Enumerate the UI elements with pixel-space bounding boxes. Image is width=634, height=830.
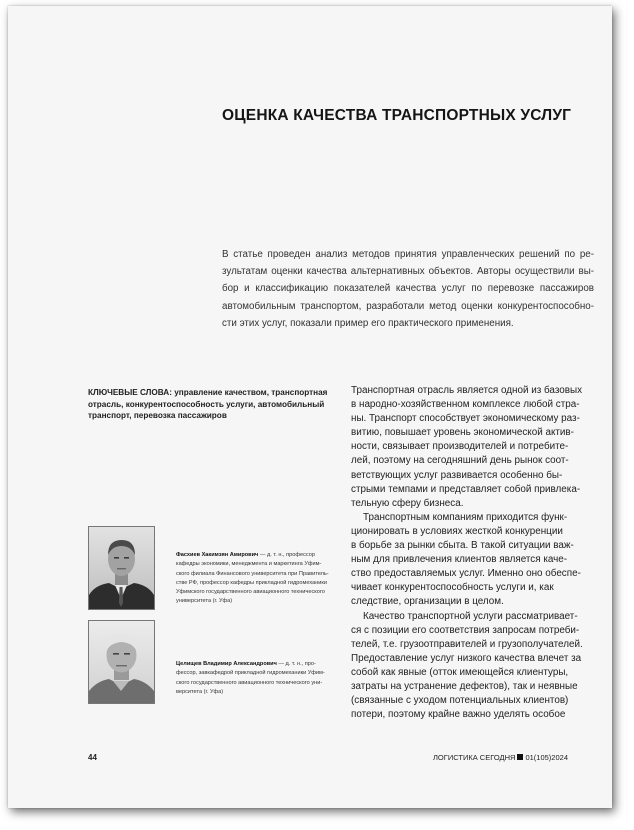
body-line: ся с позиции его соответствия запросам потреби- bbox=[351, 624, 580, 636]
body-line: следствие, организации в целом. bbox=[351, 596, 504, 608]
body-line: Транспортным компаниям приходится функ- bbox=[363, 511, 568, 523]
author-info-line: — д. т. н., профессор bbox=[258, 552, 315, 558]
body-line: телей, т.е. грузоотправителей и грузополучателей. bbox=[351, 638, 583, 650]
journal-name: ЛОГИСТИКА СЕГОДНЯ bbox=[433, 753, 516, 762]
article-title: ОЦЕНКА КАЧЕСТВА ТРАНСПОРТНЫХ УСЛУГ bbox=[222, 107, 572, 124]
abstract-line: бор и классификацию показателей качества услуг по перевозке пассажиров bbox=[222, 283, 594, 295]
keywords bbox=[88, 387, 332, 422]
body-text bbox=[351, 384, 601, 722]
body-line: стрыми темпами и представляет собой привлека- bbox=[351, 483, 581, 495]
author-info-line: фессор, завкафедрой прикладной гидромеханики Уфим- bbox=[176, 670, 325, 677]
author-info-line: верситета (г. Уфа) bbox=[176, 688, 224, 695]
author-info-line: стве РФ, профессор кафедры прикладной гидромеханики bbox=[176, 579, 327, 586]
body-line: лей, поэтому на сегодняшний день рынок соот- bbox=[351, 455, 569, 467]
body-line: ство предоставляемых услуг. Именно оно обеспе- bbox=[351, 568, 581, 580]
author-info-line: ского государственного авиационного технического уни- bbox=[176, 679, 323, 686]
body-line: Транспортная отрасль является одной из базовых bbox=[351, 385, 583, 396]
body-line: витию, повышает уровень экономической актив- bbox=[351, 427, 574, 439]
abstract bbox=[222, 246, 594, 332]
author-photo bbox=[88, 526, 155, 610]
body-line: затраты на устранение дефектов), так и неявные bbox=[351, 680, 578, 692]
body-line: тельную сферу бизнеса. bbox=[351, 497, 464, 509]
author-name: Фасхиев Хакимзян Амирович bbox=[176, 552, 259, 558]
abstract-line: В статье проведен анализ методов принятия управленческих решений по ре- bbox=[222, 249, 594, 260]
journal-issue: 01(105)2024 bbox=[525, 753, 568, 762]
body-line: в борьбе за рынки сбыта. В такой ситуации важ- bbox=[351, 540, 574, 552]
author-info-line: Уфимского государственного авиационного технического bbox=[176, 589, 325, 596]
abstract-line: сти этих услуг, показали пример его практического применения. bbox=[222, 317, 514, 329]
body-line: ционировать в условиях жесткой конкуренции bbox=[351, 525, 563, 537]
body-line: ветствующих услуг развивается особенно бы- bbox=[351, 469, 563, 481]
author-info bbox=[176, 551, 338, 607]
author-name: Целищев Владимир Александрович bbox=[176, 661, 277, 667]
keywords-line: КЛЮЧЕВЫЕ СЛОВА: управление качеством, транспортная bbox=[88, 388, 328, 397]
body-line: Качество транспортной услуги рассматривает- bbox=[363, 610, 578, 622]
author-photo bbox=[88, 620, 155, 704]
body-line: в народно-хозяйственном комплексе любой стра- bbox=[351, 399, 580, 411]
page-number: 44 bbox=[88, 753, 97, 762]
body-line: ности, связывает производителей и потребите- bbox=[351, 441, 569, 453]
author-info-line: кафедры экономики, менеджмента и маркетинга Уфим- bbox=[176, 561, 322, 568]
journal-footer bbox=[433, 753, 568, 762]
author-info-line: — д. т. н., про- bbox=[276, 661, 316, 667]
body-line: собой как явные (отток имеющейся клиентуры, bbox=[351, 666, 569, 678]
square-icon bbox=[517, 754, 523, 760]
abstract-line: зультатам оценки качества альтернативных объектов. Авторы осуществили вы- bbox=[222, 266, 594, 278]
author-info-line: ского филиала Финансового университета при Правитель- bbox=[176, 570, 329, 577]
body-line: потери, поэтому крайне важно уделять особое bbox=[351, 709, 566, 721]
body-line: ны. Транспорт способствует экономическому раз- bbox=[351, 413, 580, 425]
body-line: Предоставление услуг низкого качества влечет за bbox=[351, 652, 582, 664]
author-info-line: университета (г. Уфа) bbox=[176, 598, 233, 605]
author-info bbox=[176, 660, 338, 697]
journal-page bbox=[8, 6, 612, 808]
body-line: чивает конкурентоспособность услуги и, как bbox=[351, 582, 554, 594]
keywords-line: транспорт, перевозка пассажиров bbox=[88, 411, 227, 420]
body-line: (связанные с уходом потенциальных клиентов) bbox=[351, 695, 569, 707]
body-line: ным для привлечения клиентов является каче- bbox=[351, 554, 568, 566]
abstract-line: автомобильным транспортом, разработали метод оценки конкурентоспособно- bbox=[222, 300, 594, 312]
keywords-line: отрасль, конкурентоспособность услуги, автомобильный bbox=[88, 399, 325, 409]
